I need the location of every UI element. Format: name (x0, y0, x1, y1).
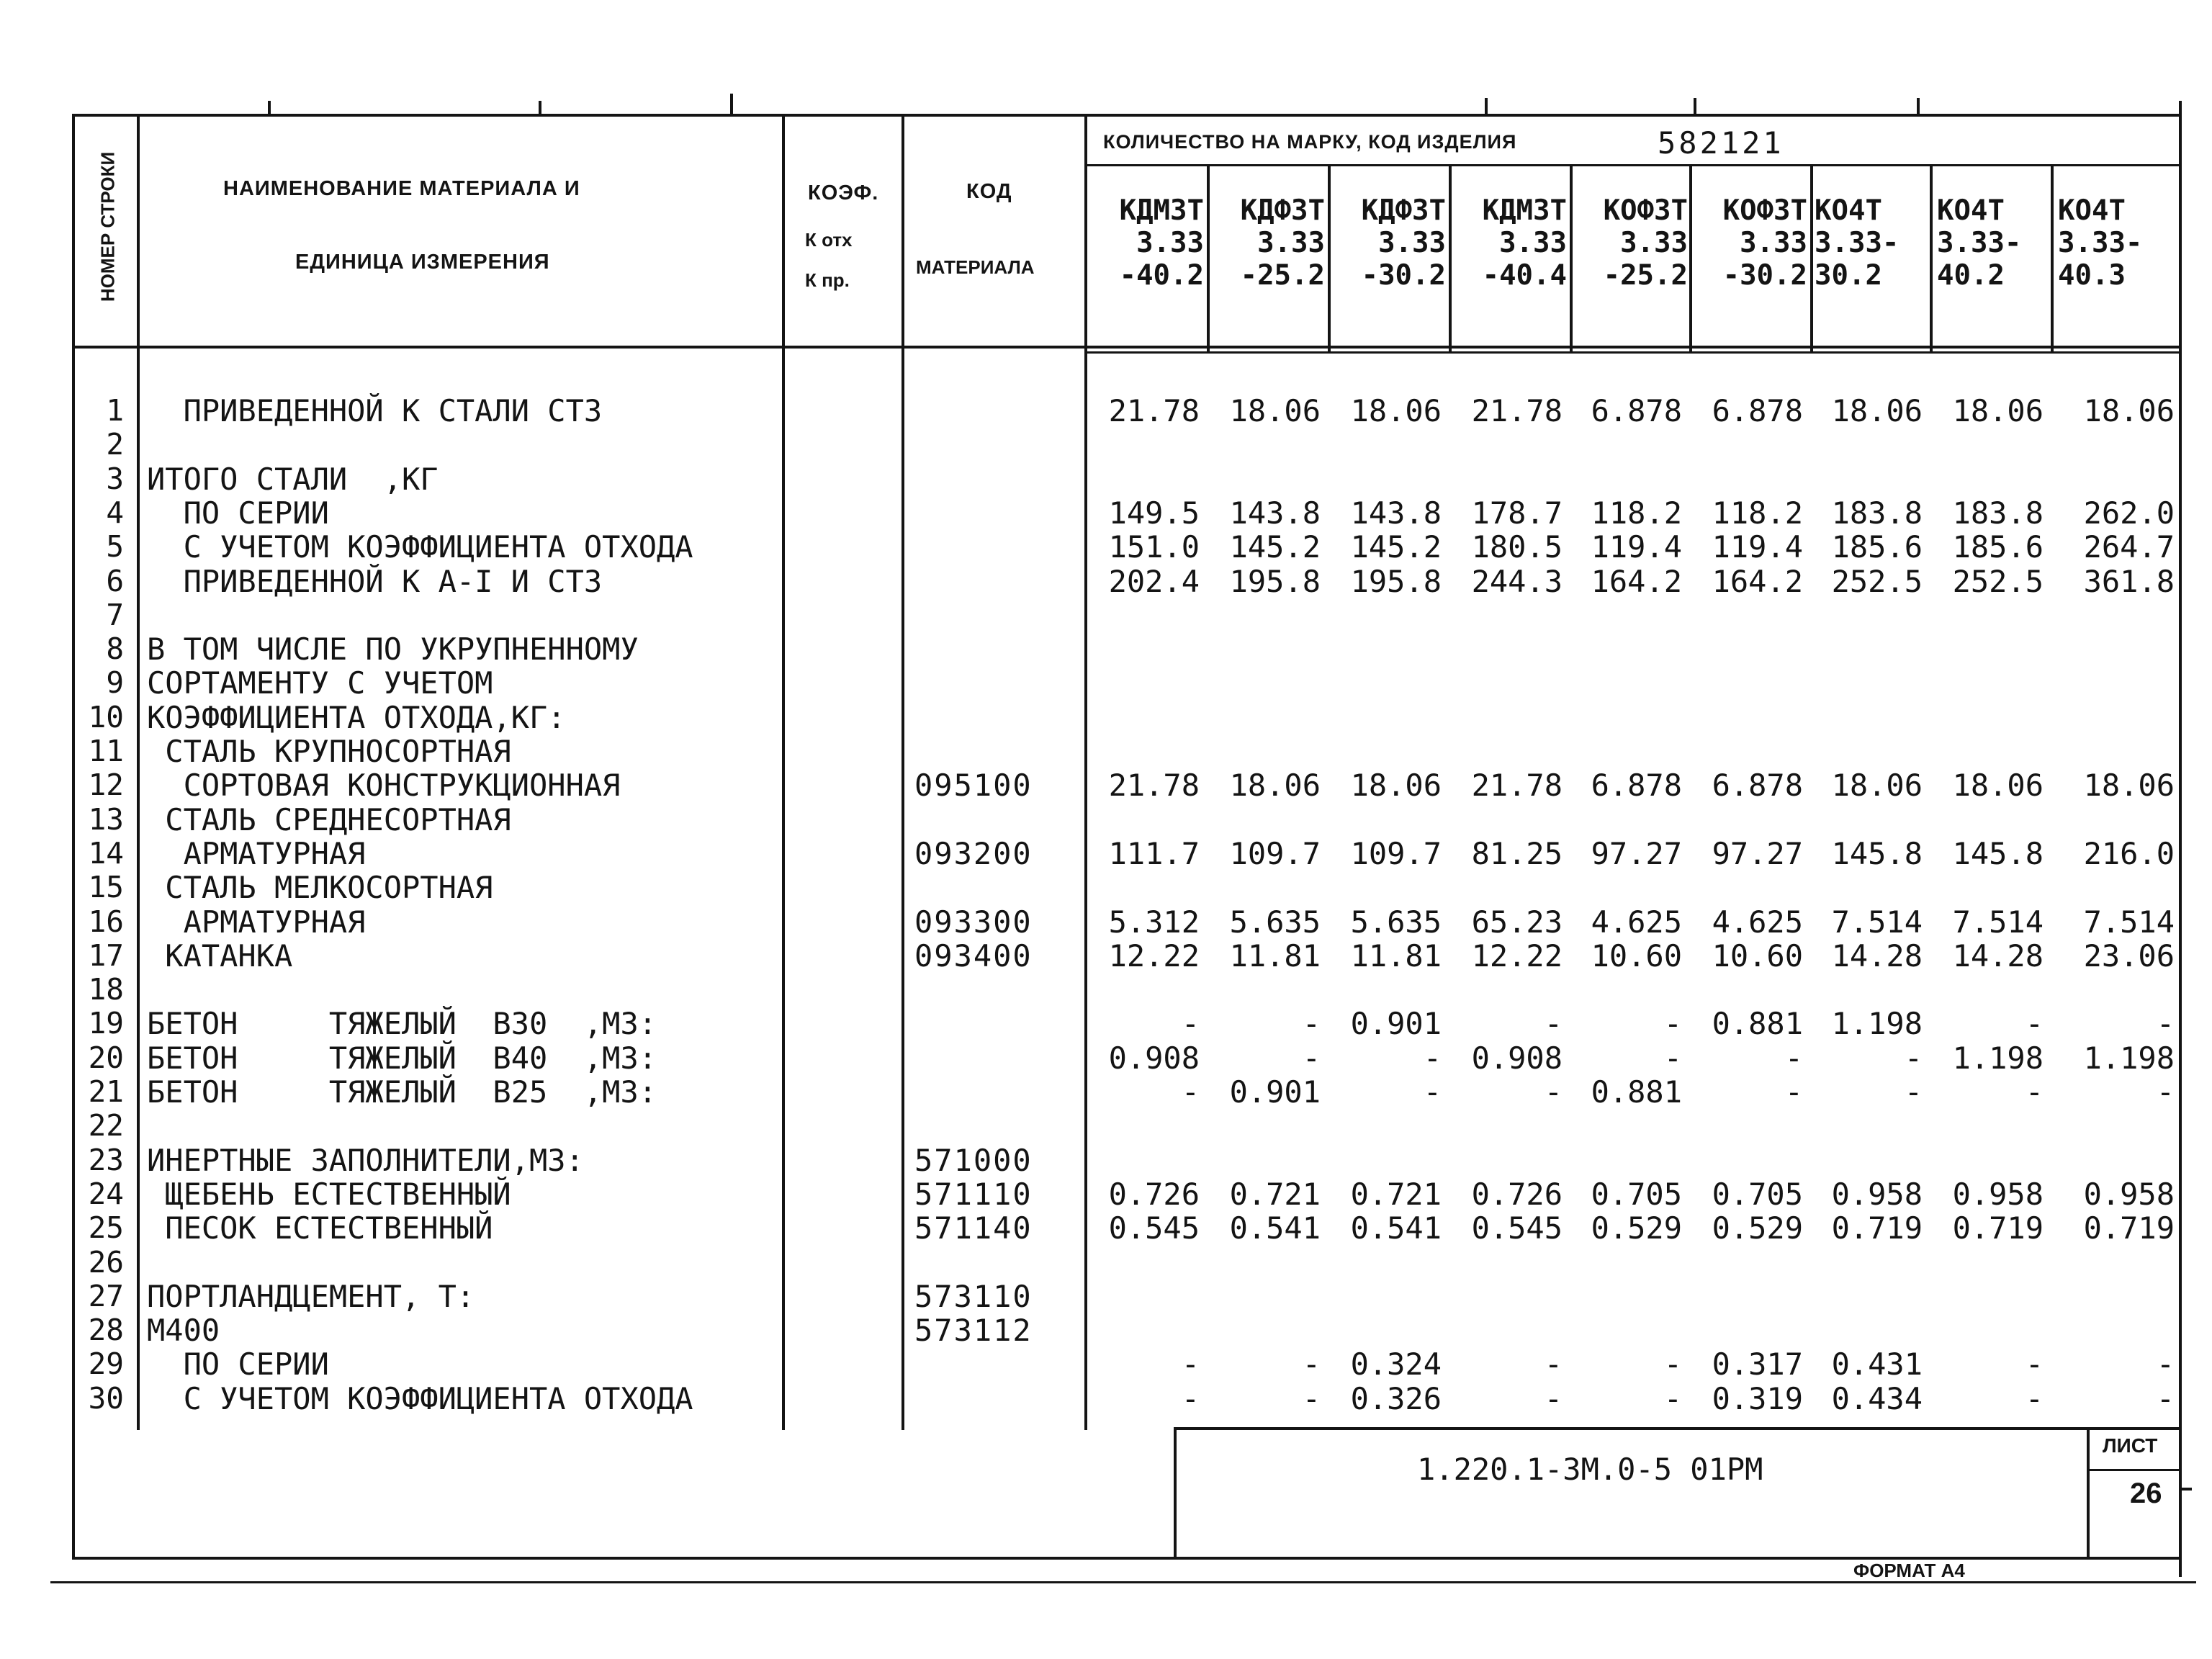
quantity-cell: 252.5 (1831, 563, 1923, 599)
product-sep-8 (2051, 164, 2054, 353)
row-number: 3 (106, 461, 124, 496)
quantity-cell: - (2156, 1006, 2175, 1042)
quantity-cell: 6.878 (1712, 393, 1803, 428)
quantity-cell: 0.529 (1712, 1210, 1803, 1246)
material-name: СТАЛЬ МЕЛКОСОРТНАЯ (147, 870, 493, 906)
quantity-cell: 18.06 (1229, 768, 1321, 804)
quantity-cell: 11.81 (1350, 938, 1442, 974)
row-number: 6 (106, 563, 124, 598)
material-name: БЕТОН ТЯЖЕЛЫЙ В25 ,М3: (147, 1074, 657, 1110)
quantity-cell: 252.5 (1952, 563, 2044, 599)
material-name: ПРИВЕДЕННОЙ К СТАЛИ СТ3 (147, 393, 603, 428)
quantity-cell: 145.8 (1952, 835, 2044, 871)
material-name-header-line2: ЕДИНИЦА ИЗМЕРЕНИЯ (295, 251, 550, 274)
material-code: 573110 (914, 1278, 1033, 1314)
header-bottom-line-2 (1084, 351, 2182, 354)
quantity-cell: 4.625 (1712, 904, 1803, 940)
product-sep-7 (1930, 164, 1933, 353)
quantity-cell: 5.312 (1108, 904, 1200, 940)
quantity-cell: 10.60 (1712, 938, 1803, 974)
quantity-cell: 151.0 (1108, 529, 1200, 565)
quantity-cell: - (2025, 1380, 2044, 1416)
quantity-cell: - (1181, 1006, 1200, 1042)
coef-header: КОЭФ. (808, 181, 879, 204)
titleblock-sheet-left-line (2087, 1427, 2090, 1558)
row-number: 11 (88, 734, 124, 768)
top-tick-3 (730, 94, 733, 117)
quantity-cell: 195.8 (1229, 563, 1321, 599)
titleblock-sheet-mid-line (2087, 1469, 2182, 1471)
quantity-cell: 0.324 (1350, 1346, 1442, 1382)
sheet-number: 26 (2130, 1478, 2162, 1509)
quantity-cell: 183.8 (1952, 495, 2044, 531)
quantity-cell: 6.878 (1712, 768, 1803, 804)
quantity-cell: 0.719 (1831, 1210, 1923, 1246)
quantity-cell: 0.541 (1350, 1210, 1442, 1246)
product-code: 582121 (1658, 125, 1784, 161)
document-designation: 1.220.1-3М.0-5 01РМ (1417, 1452, 1763, 1487)
quantity-cell: - (1784, 1040, 1803, 1076)
quantity-cell: - (1181, 1074, 1200, 1110)
row-number: 26 (88, 1244, 124, 1280)
quantity-cell: - (2025, 1074, 2044, 1110)
row-number: 25 (88, 1210, 124, 1246)
material-name: БЕТОН ТЯЖЕЛЫЙ В30 ,М3: (147, 1006, 657, 1042)
material-name-header-line1: НАИМЕНОВАНИЕ МАТЕРИАЛА И (223, 177, 580, 200)
material-name: В ТОМ ЧИСЛЕ ПО УКРУПНЕННОМУ (147, 631, 639, 667)
col-sep-rownum (137, 114, 140, 1430)
quantity-cell: 0.545 (1108, 1210, 1200, 1246)
quantity-cell: 164.2 (1591, 563, 1682, 599)
quantity-cell: 178.7 (1471, 495, 1563, 531)
quantity-cell: 0.958 (1831, 1176, 1923, 1212)
product-col-9: КО4Т 3.33- 40.3 (2058, 194, 2143, 292)
quantity-cell: 185.6 (1831, 529, 1923, 565)
quantity-cell: - (1663, 1346, 1682, 1382)
quantity-cell: 0.719 (1952, 1210, 2044, 1246)
quantity-cell: 0.431 (1831, 1346, 1923, 1382)
quantity-cell: 109.7 (1350, 835, 1442, 871)
material-name: ПО СЕРИИ (147, 495, 329, 531)
quantity-cell: - (1181, 1380, 1200, 1416)
quantity-cell: 18.06 (1831, 393, 1923, 428)
quantity-cell: - (1904, 1074, 1923, 1110)
row-number: 20 (88, 1040, 124, 1075)
row-number: 9 (106, 665, 124, 701)
top-tick-6 (1917, 98, 1920, 117)
quantity-cell: 0.319 (1712, 1380, 1803, 1416)
quantity-cell: - (2156, 1380, 2175, 1416)
quantity-cell: 23.06 (2083, 938, 2175, 974)
quantity-cell: 361.8 (2083, 563, 2175, 599)
quantity-cell: - (1423, 1040, 1442, 1076)
quantity-cell: 21.78 (1471, 393, 1563, 428)
quantity-cell: 11.81 (1229, 938, 1321, 974)
quantity-cell: - (1663, 1380, 1682, 1416)
material-name: АРМАТУРНАЯ (147, 904, 366, 940)
coef-reduced-header: К пр. (805, 269, 850, 291)
quantity-cell: 0.705 (1712, 1176, 1803, 1212)
quantity-cell: - (1302, 1346, 1321, 1382)
quantity-cell: 12.22 (1471, 938, 1563, 974)
quantity-cell: 0.726 (1471, 1176, 1563, 1212)
material-name: АРМАТУРНАЯ (147, 835, 366, 871)
quantity-cell: 65.23 (1471, 904, 1563, 940)
row-number: 2 (106, 427, 124, 462)
row-number: 23 (88, 1142, 124, 1177)
quantity-cell: 14.28 (1952, 938, 2044, 974)
material-code: 093300 (914, 904, 1033, 940)
sheet-label: ЛИСТ (2103, 1434, 2158, 1457)
quantity-cell: 21.78 (1108, 393, 1200, 428)
quantity-cell: 18.06 (2083, 393, 2175, 428)
product-col-8: КО4Т 3.33- 40.2 (1937, 194, 2022, 292)
quantity-cell: - (1181, 1346, 1200, 1382)
quantity-cell: - (1544, 1380, 1563, 1416)
quantity-cell: 1.198 (1831, 1006, 1923, 1042)
product-col-1: КДМ3Т 3.33 -40.2 (1119, 194, 1204, 292)
quantity-cell: 0.434 (1831, 1380, 1923, 1416)
quantity-cell: 0.529 (1591, 1210, 1682, 1246)
quantity-cell: 143.8 (1350, 495, 1442, 531)
material-code: 571000 (914, 1142, 1033, 1178)
row-number: 16 (88, 904, 124, 939)
row-number-header: НОМЕР СТРОКИ (96, 151, 119, 302)
quantity-cell: 118.2 (1712, 495, 1803, 531)
material-name: СТАЛЬ СРЕДНЕСОРТНАЯ (147, 801, 511, 837)
row-number: 19 (88, 1006, 124, 1041)
material-name: М400 (147, 1313, 220, 1349)
quantity-cell: 0.908 (1471, 1040, 1563, 1076)
row-number: 27 (88, 1278, 124, 1313)
quantity-cell: 119.4 (1712, 529, 1803, 565)
quantity-cell: 0.958 (1952, 1176, 2044, 1212)
quantity-cell: 21.78 (1108, 768, 1200, 804)
quantity-cell: 4.625 (1591, 904, 1682, 940)
quantity-cell: 111.7 (1108, 835, 1200, 871)
quantity-cell: 1.198 (2083, 1040, 2175, 1076)
material-name: БЕТОН ТЯЖЕЛЫЙ В40 ,М3: (147, 1040, 657, 1076)
row-number: 28 (88, 1313, 124, 1348)
material-name: ПОРТЛАНДЦЕМЕНТ, Т: (147, 1278, 475, 1314)
material-name: ПЕСОК ЕСТЕСТВЕННЫЙ (147, 1210, 493, 1246)
quantity-cell: 0.901 (1350, 1006, 1442, 1042)
quantity-cell: - (1544, 1074, 1563, 1110)
quantity-cell: 0.881 (1712, 1006, 1803, 1042)
quantity-cell: 1.198 (1952, 1040, 2044, 1076)
quantity-header: КОЛИЧЕСТВО НА МАРКУ, КОД ИЗДЕЛИЯ (1103, 131, 1517, 153)
quantity-cell: - (1302, 1380, 1321, 1416)
quantity-cell: 18.06 (1229, 393, 1321, 428)
quantity-cell: 12.22 (1108, 938, 1200, 974)
quantity-cell: 149.5 (1108, 495, 1200, 531)
coef-waste-header: К отх (805, 229, 853, 251)
titleblock-sheet-tick (2182, 1488, 2192, 1491)
quantity-cell: 0.326 (1350, 1380, 1442, 1416)
quantity-cell: - (1663, 1006, 1682, 1042)
row-number: 10 (88, 699, 124, 734)
row-number: 7 (106, 597, 124, 632)
top-tick-4 (1485, 98, 1488, 117)
material-name: ПО СЕРИИ (147, 1346, 329, 1382)
quantity-cell: - (1302, 1006, 1321, 1042)
material-code: 093200 (914, 835, 1033, 871)
material-name: ЩЕБЕНЬ ЕСТЕСТВЕННЫЙ (147, 1176, 511, 1212)
quantity-cell: 0.705 (1591, 1176, 1682, 1212)
quantity-cell: 195.8 (1350, 563, 1442, 599)
quantity-cell: - (1784, 1074, 1803, 1110)
quantity-cell: 145.8 (1831, 835, 1923, 871)
row-number: 5 (106, 529, 124, 565)
product-col-7: КО4Т 3.33- 30.2 (1815, 194, 1899, 292)
quantity-cell: 185.6 (1952, 529, 2044, 565)
quantity-cell: 21.78 (1471, 768, 1563, 804)
quantity-cell: 264.7 (2083, 529, 2175, 565)
quantity-cell: 0.881 (1591, 1074, 1682, 1110)
quantity-cell: 18.06 (1350, 393, 1442, 428)
titleblock-top-line (1174, 1427, 2182, 1430)
quantity-cell: 145.2 (1229, 529, 1321, 565)
quantity-cell: - (1544, 1006, 1563, 1042)
code-header-line1: КОД (966, 180, 1012, 203)
row-number: 21 (88, 1074, 124, 1109)
quantity-cell: 0.908 (1108, 1040, 1200, 1076)
quantity-cell: - (1544, 1346, 1563, 1382)
material-name: СОРТАМЕНТУ С УЧЕТОМ (147, 665, 493, 701)
quantity-cell: 119.4 (1591, 529, 1682, 565)
row-number: 1 (106, 393, 124, 428)
row-number: 17 (88, 938, 124, 973)
quantity-cell: 0.721 (1350, 1176, 1442, 1212)
col-sep-code (1084, 114, 1087, 1430)
quantity-cell: 0.317 (1712, 1346, 1803, 1382)
material-name: ИТОГО СТАЛИ ,КГ (147, 461, 439, 497)
quantity-cell: 180.5 (1471, 529, 1563, 565)
quantity-cell: 0.726 (1108, 1176, 1200, 1212)
quantity-cell: 5.635 (1229, 904, 1321, 940)
quantity-cell: 109.7 (1229, 835, 1321, 871)
quantity-cell: 0.719 (2083, 1210, 2175, 1246)
material-name: С УЧЕТОМ КОЭФФИЦИЕНТА ОТХОДА (147, 1380, 693, 1416)
header-bottom-line (72, 346, 2182, 349)
row-number: 24 (88, 1176, 124, 1211)
material-name: ПРИВЕДЕННОЙ К А-I И СТ3 (147, 563, 603, 599)
quantity-cell: 0.958 (2083, 1176, 2175, 1212)
code-header-line2: МАТЕРИАЛА (916, 256, 1035, 278)
row-number: 14 (88, 835, 124, 871)
quantity-cell: - (1904, 1040, 1923, 1076)
titleblock-left-line (1174, 1427, 1177, 1558)
col-sep-name (782, 114, 785, 1430)
product-col-3: КДФ3Т 3.33 -30.2 (1361, 194, 1446, 292)
quantity-cell: 97.27 (1591, 835, 1682, 871)
material-name: КОЭФФИЦИЕНТА ОТХОДА,КГ: (147, 699, 566, 735)
top-tick-1 (268, 101, 271, 117)
row-number: 13 (88, 801, 124, 837)
quantity-cell: - (2156, 1346, 2175, 1382)
quantity-cell: - (2156, 1074, 2175, 1110)
quantity-cell: 164.2 (1712, 563, 1803, 599)
material-name: ИНЕРТНЫЕ ЗАПОЛНИТЕЛИ,М3: (147, 1142, 584, 1178)
material-code: 095100 (914, 768, 1033, 804)
quantity-cell: 183.8 (1831, 495, 1923, 531)
quantity-cell: 5.635 (1350, 904, 1442, 940)
col-sep-coef (902, 114, 904, 1430)
top-tick-5 (1694, 98, 1696, 117)
quantity-cell: 0.545 (1471, 1210, 1563, 1246)
frame-top (72, 114, 2182, 117)
row-number: 30 (88, 1380, 124, 1416)
quantity-cell: 18.06 (1350, 768, 1442, 804)
quantity-cell: 7.514 (1831, 904, 1923, 940)
row-number: 15 (88, 870, 124, 905)
quantity-cell: 14.28 (1831, 938, 1923, 974)
quantity-cell: 202.4 (1108, 563, 1200, 599)
quantity-cell: 18.06 (1831, 768, 1923, 804)
product-col-4: КДМ3Т 3.33 -40.4 (1482, 194, 1567, 292)
quantity-cell: 6.878 (1591, 393, 1682, 428)
quantity-cell: 18.06 (1952, 768, 2044, 804)
quantity-cell: 145.2 (1350, 529, 1442, 565)
quantity-cell: 10.60 (1591, 938, 1682, 974)
quantity-cell: 7.514 (2083, 904, 2175, 940)
quantity-cell: - (2025, 1346, 2044, 1382)
top-tick-2 (539, 101, 541, 117)
quantity-cell: 97.27 (1712, 835, 1803, 871)
quantity-cell: - (1423, 1074, 1442, 1110)
material-name: КАТАНКА (147, 938, 293, 974)
row-number: 18 (88, 972, 124, 1007)
frame-right (2179, 101, 2182, 1577)
quantity-cell: - (1663, 1040, 1682, 1076)
quantity-cell: 118.2 (1591, 495, 1682, 531)
product-sep-6 (1810, 164, 1813, 353)
format-label: ФОРМАТ А4 (1853, 1560, 1965, 1581)
row-number: 12 (88, 768, 124, 803)
quantity-cell: 0.721 (1229, 1176, 1321, 1212)
quantity-cell: 18.06 (2083, 768, 2175, 804)
material-code: 571140 (914, 1210, 1033, 1246)
product-col-6: КОФ3Т 3.33 -30.2 (1722, 194, 1807, 292)
header-quantity-line (1084, 164, 2182, 166)
material-name: СОРТОВАЯ КОНСТРУКЦИОННАЯ (147, 768, 621, 804)
quantity-cell: 81.25 (1471, 835, 1563, 871)
row-number: 4 (106, 495, 124, 530)
quantity-cell: 18.06 (1952, 393, 2044, 428)
quantity-cell: - (2025, 1006, 2044, 1042)
quantity-cell: 0.901 (1229, 1074, 1321, 1110)
frame-left (72, 114, 75, 1558)
product-col-5: КОФ3Т 3.33 -25.2 (1603, 194, 1688, 292)
quantity-cell: 7.514 (1952, 904, 2044, 940)
row-number: 22 (88, 1108, 124, 1143)
quantity-cell: 6.878 (1591, 768, 1682, 804)
quantity-cell: 244.3 (1471, 563, 1563, 599)
material-name: С УЧЕТОМ КОЭФФИЦИЕНТА ОТХОДА (147, 529, 693, 565)
row-number: 8 (106, 631, 124, 667)
quantity-cell: - (1302, 1040, 1321, 1076)
quantity-cell: 262.0 (2083, 495, 2175, 531)
material-code: 571110 (914, 1176, 1033, 1212)
product-col-2: КДФ3Т 3.33 -25.2 (1240, 194, 1325, 292)
quantity-cell: 216.0 (2083, 835, 2175, 871)
row-number: 29 (88, 1346, 124, 1382)
quantity-cell: 0.541 (1229, 1210, 1321, 1246)
material-name: СТАЛЬ КРУПНОСОРТНАЯ (147, 734, 511, 769)
material-code: 573112 (914, 1313, 1033, 1349)
quantity-cell: 143.8 (1229, 495, 1321, 531)
material-code: 093400 (914, 938, 1033, 974)
